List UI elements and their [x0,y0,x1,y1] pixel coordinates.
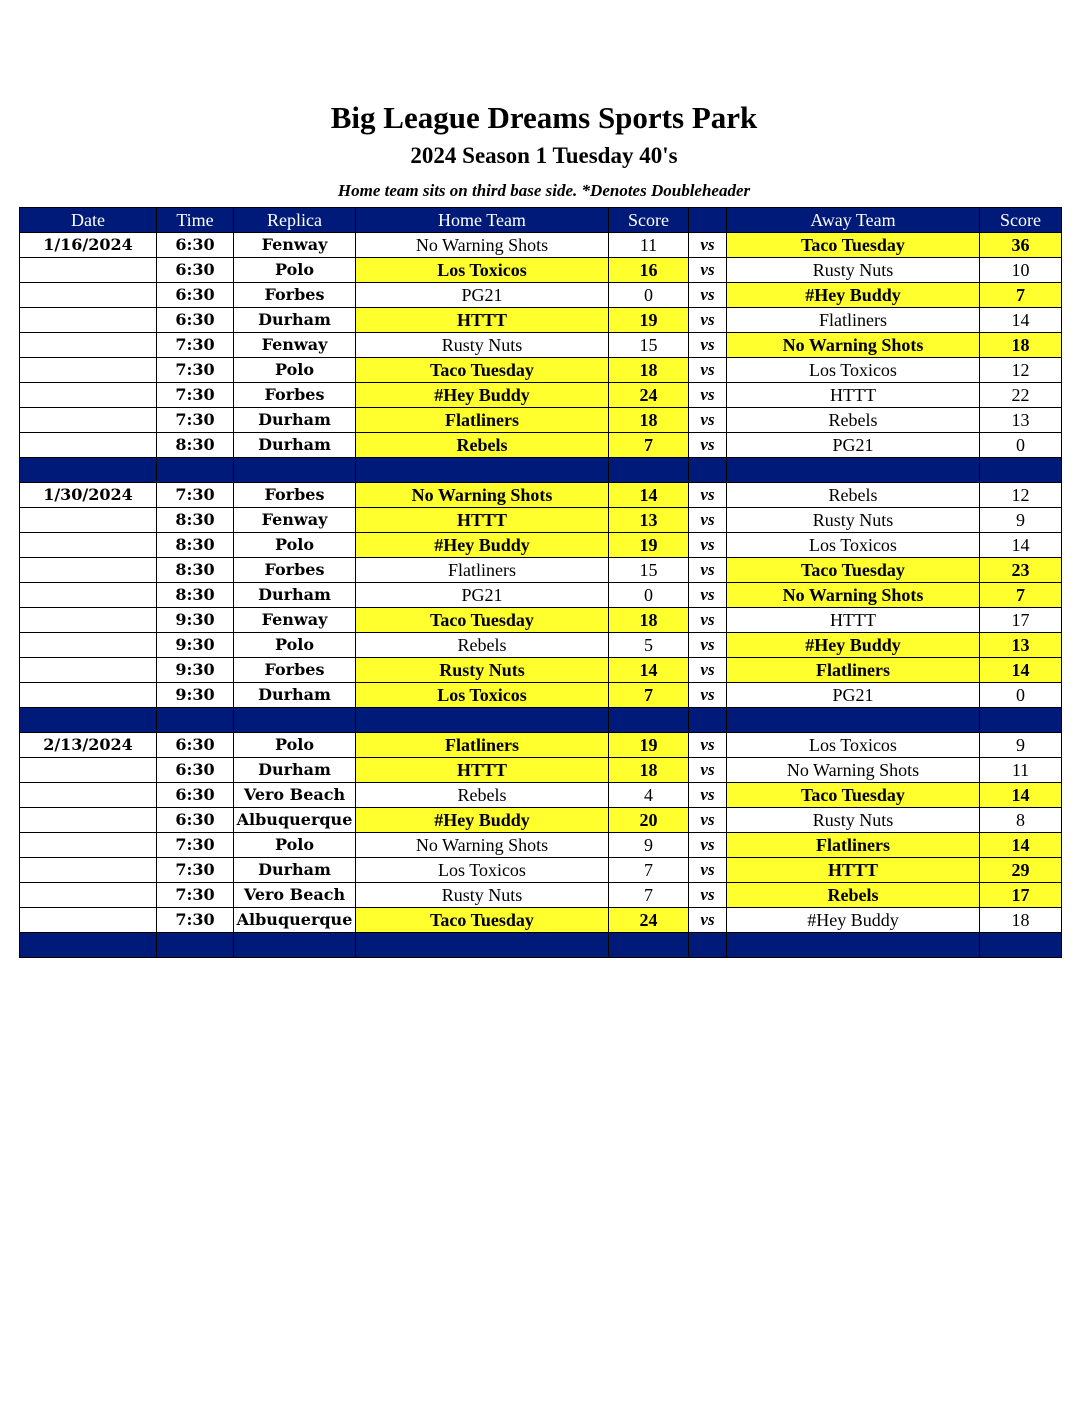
away-score: 7 [980,283,1062,308]
game-row [20,783,1062,808]
away-score: 14 [980,533,1062,558]
away-team: Taco Tuesday [727,558,980,583]
home-team: Rusty Nuts [356,658,609,683]
home-score: 18 [609,608,689,633]
header-date: Date [20,208,157,233]
vs-label: vs [689,633,727,658]
vs-label: vs [689,433,727,458]
separator-cell [356,933,609,958]
away-team: Rusty Nuts [727,808,980,833]
away-score: 0 [980,683,1062,708]
home-team: No Warning Shots [356,833,609,858]
home-score: 7 [609,433,689,458]
separator-cell [689,708,727,733]
home-score: 18 [609,758,689,783]
game-replica: Durham [234,308,356,333]
header-away-score: Score [980,208,1062,233]
vs-label: vs [689,733,727,758]
game-date [20,633,157,658]
game-time: 6:30 [157,733,234,758]
game-row [20,758,1062,783]
game-time: 7:30 [157,858,234,883]
game-row [20,358,1062,383]
game-replica: Vero Beach [234,883,356,908]
away-score: 14 [980,833,1062,858]
home-score: 15 [609,558,689,583]
game-date [20,358,157,383]
game-date [20,533,157,558]
home-team: Rebels [356,783,609,808]
vs-label: vs [689,683,727,708]
game-date [20,258,157,283]
game-replica: Fenway [234,233,356,258]
separator-cell [20,708,157,733]
vs-label: vs [689,808,727,833]
game-date [20,758,157,783]
game-replica: Durham [234,758,356,783]
vs-label: vs [689,258,727,283]
game-date: 1/30/2024 [20,483,157,508]
game-time: 7:30 [157,833,234,858]
game-replica: Durham [234,433,356,458]
away-score: 14 [980,783,1062,808]
away-team: HTTT [727,383,980,408]
home-team: Flatliners [356,408,609,433]
page-subtitle: 2024 Season 1 Tuesday 40's [410,143,678,168]
game-date [20,508,157,533]
vs-label: vs [689,783,727,808]
home-score: 4 [609,783,689,808]
vs-label: vs [689,308,727,333]
game-row [20,658,1062,683]
home-score: 19 [609,733,689,758]
home-score: 0 [609,283,689,308]
game-row [20,733,1062,758]
vs-label: vs [689,608,727,633]
away-score: 0 [980,433,1062,458]
away-team: Rebels [727,408,980,433]
game-row [20,608,1062,633]
separator-cell [727,933,980,958]
game-date [20,683,157,708]
separator-cell [609,458,689,483]
home-score: 15 [609,333,689,358]
separator-cell [157,933,234,958]
separator-cell [356,708,609,733]
game-time: 9:30 [157,633,234,658]
game-date: 1/16/2024 [20,233,157,258]
home-team: Flatliners [356,558,609,583]
home-team: #Hey Buddy [356,533,609,558]
separator-cell [234,458,356,483]
game-row [20,583,1062,608]
game-replica: Forbes [234,483,356,508]
game-time: 8:30 [157,433,234,458]
home-score: 20 [609,808,689,833]
away-score: 14 [980,658,1062,683]
game-date [20,658,157,683]
game-time: 6:30 [157,283,234,308]
separator-cell [20,933,157,958]
game-replica: Durham [234,858,356,883]
game-row [20,683,1062,708]
game-date [20,308,157,333]
game-time: 7:30 [157,483,234,508]
game-time: 7:30 [157,908,234,933]
game-row [20,908,1062,933]
home-team: HTTT [356,758,609,783]
game-replica: Forbes [234,283,356,308]
away-team: Rebels [727,883,980,908]
game-replica: Forbes [234,383,356,408]
away-score: 9 [980,733,1062,758]
separator-cell [234,933,356,958]
away-score: 12 [980,358,1062,383]
away-team: Los Toxicos [727,733,980,758]
away-team: Flatliners [727,833,980,858]
vs-label: vs [689,333,727,358]
header-vs [689,208,727,233]
away-team: #Hey Buddy [727,908,980,933]
vs-label: vs [689,658,727,683]
separator-cell [356,458,609,483]
header-time: Time [157,208,234,233]
header-home-team: Home Team [356,208,609,233]
home-team: Taco Tuesday [356,908,609,933]
game-time: 6:30 [157,758,234,783]
away-team: HTTT [727,608,980,633]
vs-label: vs [689,883,727,908]
vs-label: vs [689,533,727,558]
separator-cell [689,458,727,483]
game-row [20,233,1062,258]
game-time: 6:30 [157,783,234,808]
home-score: 7 [609,883,689,908]
game-time: 7:30 [157,333,234,358]
game-replica: Polo [234,258,356,283]
page-title: Big League Dreams Sports Park [330,100,758,135]
separator-row [20,708,1062,733]
game-replica: Albuquerque [234,908,356,933]
away-score: 11 [980,758,1062,783]
vs-label: vs [689,858,727,883]
game-row [20,258,1062,283]
vs-label: vs [689,383,727,408]
home-team: No Warning Shots [356,483,609,508]
home-score: 19 [609,533,689,558]
game-row [20,333,1062,358]
away-team: HTTT [727,858,980,883]
separator-cell [980,708,1062,733]
away-team: Los Toxicos [727,358,980,383]
away-score: 18 [980,333,1062,358]
separator-cell [980,933,1062,958]
game-time: 6:30 [157,258,234,283]
game-date [20,908,157,933]
game-row [20,483,1062,508]
home-team: HTTT [356,308,609,333]
separator-cell [609,933,689,958]
vs-label: vs [689,558,727,583]
home-score: 18 [609,408,689,433]
game-row [20,833,1062,858]
game-row [20,808,1062,833]
game-time: 8:30 [157,583,234,608]
header-home-score: Score [609,208,689,233]
vs-label: vs [689,283,727,308]
away-score: 36 [980,233,1062,258]
game-date [20,558,157,583]
game-row [20,283,1062,308]
game-replica: Durham [234,683,356,708]
home-score: 5 [609,633,689,658]
home-team: HTTT [356,508,609,533]
game-row [20,433,1062,458]
game-row [20,408,1062,433]
game-replica: Vero Beach [234,783,356,808]
game-replica: Durham [234,408,356,433]
game-time: 8:30 [157,508,234,533]
away-score: 14 [980,308,1062,333]
home-team: Rebels [356,433,609,458]
away-score: 18 [980,908,1062,933]
game-replica: Fenway [234,508,356,533]
game-time: 9:30 [157,608,234,633]
page-note: Home team sits on third base side. *Denotes Doubleheader [337,181,751,200]
home-score: 16 [609,258,689,283]
game-date [20,383,157,408]
home-team: #Hey Buddy [356,808,609,833]
game-replica: Polo [234,733,356,758]
away-team: Flatliners [727,308,980,333]
vs-label: vs [689,833,727,858]
vs-label: vs [689,483,727,508]
away-score: 29 [980,858,1062,883]
separator-row [20,933,1062,958]
home-team: Rebels [356,633,609,658]
game-row [20,308,1062,333]
away-team: PG21 [727,683,980,708]
away-score: 22 [980,383,1062,408]
game-row [20,633,1062,658]
separator-cell [157,458,234,483]
game-date [20,283,157,308]
separator-cell [980,458,1062,483]
vs-label: vs [689,408,727,433]
game-replica: Fenway [234,608,356,633]
away-team: No Warning Shots [727,333,980,358]
game-date [20,333,157,358]
away-score: 10 [980,258,1062,283]
game-time: 9:30 [157,683,234,708]
away-team: Taco Tuesday [727,783,980,808]
game-replica: Polo [234,633,356,658]
home-score: 9 [609,833,689,858]
away-score: 7 [980,583,1062,608]
game-time: 6:30 [157,233,234,258]
game-replica: Polo [234,358,356,383]
game-date [20,833,157,858]
home-team: PG21 [356,583,609,608]
game-row [20,558,1062,583]
header-replica: Replica [234,208,356,233]
game-replica: Durham [234,583,356,608]
away-score: 23 [980,558,1062,583]
home-team: Taco Tuesday [356,608,609,633]
home-team: Rusty Nuts [356,333,609,358]
game-time: 8:30 [157,558,234,583]
game-time: 7:30 [157,358,234,383]
game-time: 6:30 [157,308,234,333]
vs-label: vs [689,758,727,783]
separator-cell [20,458,157,483]
game-replica: Forbes [234,558,356,583]
home-score: 14 [609,483,689,508]
header-row [20,208,1062,233]
vs-label: vs [689,908,727,933]
home-team: Los Toxicos [356,683,609,708]
game-time: 7:30 [157,883,234,908]
away-score: 9 [980,508,1062,533]
game-row [20,883,1062,908]
game-row [20,533,1062,558]
vs-label: vs [689,233,727,258]
game-date [20,608,157,633]
game-time: 8:30 [157,533,234,558]
game-row [20,858,1062,883]
separator-row [20,458,1062,483]
home-score: 7 [609,858,689,883]
game-date [20,883,157,908]
away-score: 17 [980,608,1062,633]
game-row [20,383,1062,408]
game-replica: Fenway [234,333,356,358]
home-score: 13 [609,508,689,533]
game-time: 7:30 [157,408,234,433]
home-team: Flatliners [356,733,609,758]
away-team: PG21 [727,433,980,458]
home-team: No Warning Shots [356,233,609,258]
away-team: Rusty Nuts [727,258,980,283]
game-date [20,583,157,608]
home-team: #Hey Buddy [356,383,609,408]
game-replica: Forbes [234,658,356,683]
home-team: Los Toxicos [356,258,609,283]
home-team: PG21 [356,283,609,308]
away-team: #Hey Buddy [727,633,980,658]
home-team: Los Toxicos [356,858,609,883]
schedule-table [19,207,1062,958]
game-row [20,508,1062,533]
game-date [20,408,157,433]
away-team: Los Toxicos [727,533,980,558]
home-score: 7 [609,683,689,708]
game-date: 2/13/2024 [20,733,157,758]
away-team: #Hey Buddy [727,283,980,308]
game-date [20,433,157,458]
away-score: 17 [980,883,1062,908]
game-time: 9:30 [157,658,234,683]
home-score: 14 [609,658,689,683]
home-score: 19 [609,308,689,333]
separator-cell [609,708,689,733]
away-score: 13 [980,633,1062,658]
game-replica: Albuquerque [234,808,356,833]
separator-cell [727,458,980,483]
away-team: No Warning Shots [727,583,980,608]
home-score: 24 [609,908,689,933]
away-team: Taco Tuesday [727,233,980,258]
away-team: Rebels [727,483,980,508]
separator-cell [727,708,980,733]
game-date [20,808,157,833]
separator-cell [234,708,356,733]
header-away-team: Away Team [727,208,980,233]
home-score: 18 [609,358,689,383]
away-team: Rusty Nuts [727,508,980,533]
away-score: 8 [980,808,1062,833]
game-time: 7:30 [157,383,234,408]
home-score: 0 [609,583,689,608]
home-team: Taco Tuesday [356,358,609,383]
home-score: 24 [609,383,689,408]
game-date [20,858,157,883]
vs-label: vs [689,508,727,533]
schedule-body [20,233,1062,958]
game-replica: Polo [234,833,356,858]
separator-cell [689,933,727,958]
game-replica: Polo [234,533,356,558]
game-date [20,783,157,808]
separator-cell [157,708,234,733]
away-team: Flatliners [727,658,980,683]
vs-label: vs [689,358,727,383]
away-team: No Warning Shots [727,758,980,783]
vs-label: vs [689,583,727,608]
home-team: Rusty Nuts [356,883,609,908]
away-score: 13 [980,408,1062,433]
away-score: 12 [980,483,1062,508]
game-time: 6:30 [157,808,234,833]
home-score: 11 [609,233,689,258]
